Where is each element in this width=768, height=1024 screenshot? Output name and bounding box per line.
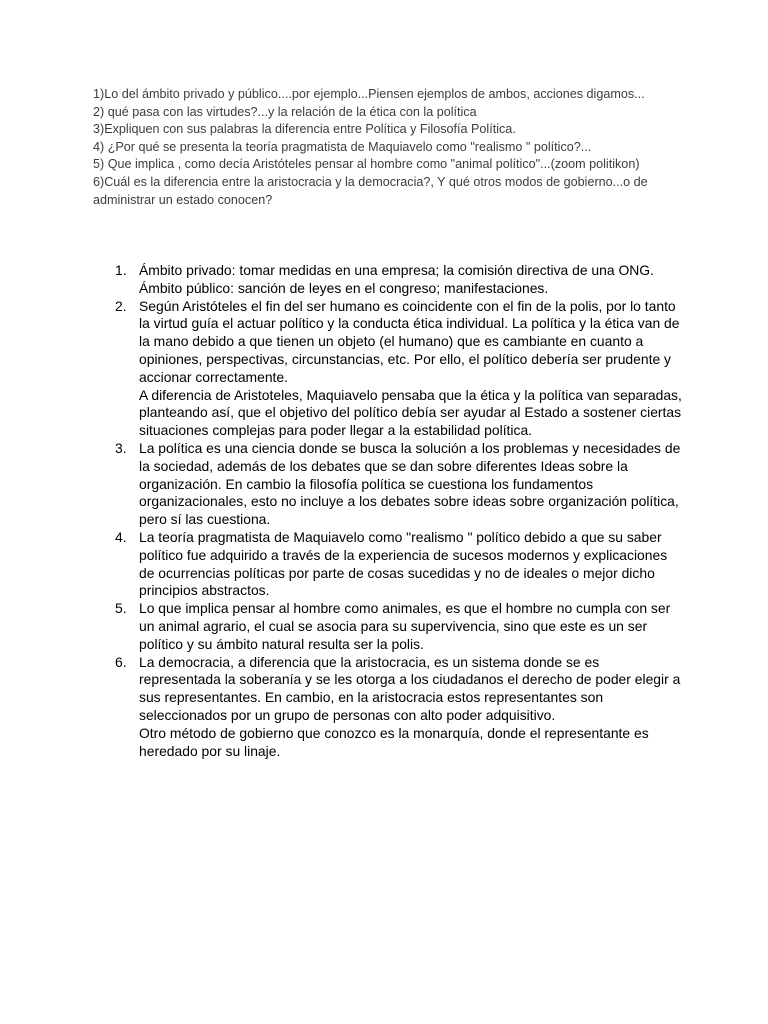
answer-text: Según Aristóteles el fin del ser humano es coincidente con el fin de la polis, por lo tanto la virtud guía el actuar político y la conducta ética individual. La política y la ética van de la mano debido a que tienen un objeto (el humano) que es cambiante en cuanto a opiniones, perspectivas, circunstancias, etc. Por ello, el político debería ser prudente y accionar correctamente. [139,297,680,385]
answer-text: Ámbito privado: tomar medidas en una empresa; la comisión directiva de una ONG. Ámbito público: sanción de leyes en el congreso; manifestaciones. [139,262,654,296]
answer-text: A diferencia de Aristoteles, Maquiavelo pensaba que la ética y la política van separadas, planteando así, que el objetivo del político debía ser ayudar al Estado a sostener ciertas situaciones complejas para poder llegar a la estabilidad política. [139,386,682,439]
answer-text: La política es una ciencia donde se busca la solución a los problemas y necesidades de la sociedad, además de los debates que se dan sobre diferentes Ideas sobre la organización. En cambio la filosofía política se cuestiona los fundamentos organizacionales, esto no incluye a los debates sobre ideas sobre organización política, pero sí las cuestiona. [139,439,681,528]
answer-number: 4. [115,528,127,545]
answer-item-2 [93,298,683,440]
answer-number: 1. [115,262,127,278]
answer-item-1 [93,262,683,298]
question-1: 1)Lo del ámbito privado y público....por ejemplo...Piensen ejemplos de ambos, acciones digamos... [93,87,645,101]
answer-text: Lo que implica pensar al hombre como animales, es que el hombre no cumpla con ser un animal agrario, el cual se asocia para su supervivencia, sino que este es un ser político y su ámbito natural resulta ser la polis. [139,600,671,652]
answer-number: 2. [115,297,127,314]
question-3: 3)Expliquen con sus palabras la diferencia entre Política y Filosofía Política. [93,122,516,137]
question-2: 2) qué pasa con las virtudes?...y la relación de la ética con la política [93,104,477,119]
answer-text: Otro método de gobierno que conozco es la monarquía, donde el representante es heredado por su linaje. [139,724,649,759]
answer-item-5 [93,600,683,653]
question-4: 4) ¿Por qué se presenta la teoría pragmatista de Maquiavelo como "realismo " político?... [93,139,592,154]
question-6: 6)Cuál es la diferencia entre la aristocracia y la democracia?, Y qué otros modos de gobierno...o de administrar un estado conocen? [93,174,648,207]
answer-item-6 [93,654,683,761]
questions-block [93,86,683,209]
answer-number: 5. [115,600,127,617]
answer-text: La democracia, a diferencia que la aristocracia, es un sistema donde se es representada la soberanía y se les otorga a los ciudadanos el derecho de poder elegir a sus representantes. En cambio, en la aristocracia estos representantes son seleccionados por un grupo de personas con alto poder adquisitivo. [139,653,681,723]
question-5: 5) Que implica , como decía Aristóteles pensar al hombre como "animal político"...(zoom politikon) [93,157,640,172]
answer-item-3 [93,440,683,529]
answer-number: 3. [115,439,127,456]
answer-number: 6. [115,653,127,670]
answer-item-4 [93,529,683,600]
answer-text: La teoría pragmatista de Maquiavelo como "realismo " político debido a que su saber político fue adquirido a través de la experiencia de sucesos modernos y explicaciones de ocurrencias políticas por parte de cosas sucedidas y no de ideales o mejor dicho principios abstractos. [139,528,668,599]
answers-list [93,262,683,760]
